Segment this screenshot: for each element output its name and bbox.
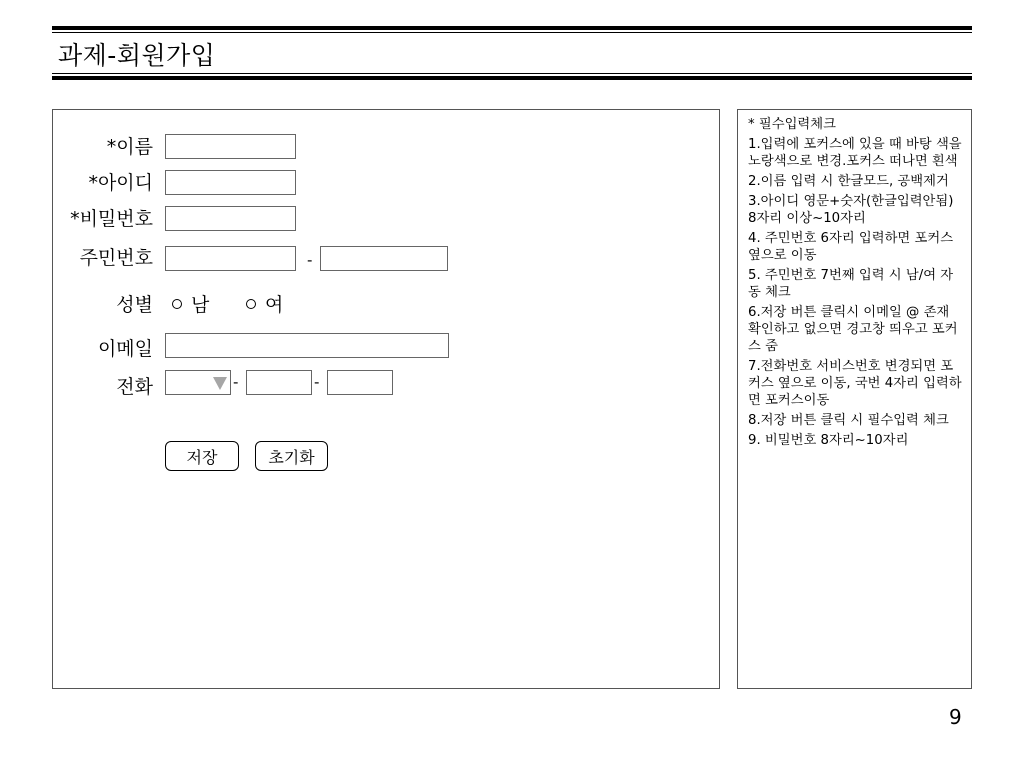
name-label: *이름 [106, 136, 153, 158]
phone-last-input[interactable] [327, 370, 393, 395]
ssn-front-input[interactable] [165, 246, 296, 271]
note-item: 3.아이디 영문+숫자(한글입력안됨) 8자리 이상~10자리 [748, 194, 954, 226]
email-label: 이메일 [97, 338, 153, 360]
header-rule-top-thin [52, 32, 972, 33]
radio-circle-icon [172, 299, 182, 309]
phone-middle-input[interactable] [246, 370, 312, 395]
note-item: 9. 비밀번호 8자리~10자리 [748, 433, 909, 448]
note-item: * 필수입력체크 [748, 117, 836, 132]
note-item: 6.저장 버튼 클릭시 이메일 @ 존재 확인하고 없으면 경고창 띄우고 포커스 줌 [748, 305, 958, 354]
gender-female-radio[interactable] [246, 290, 283, 317]
gender-label: 성별 [116, 294, 153, 316]
ssn-label: 주민번호 [79, 247, 153, 269]
header-rule-bottom-thin [52, 73, 972, 74]
email-input[interactable] [165, 333, 449, 358]
note-item: 8.저장 버튼 클릭 시 필수입력 체크 [748, 413, 949, 428]
save-button[interactable]: 저장 [165, 441, 239, 471]
gender-female-label: 여 [265, 294, 284, 316]
signup-form-panel [52, 109, 720, 689]
phone-separator-2: - [314, 373, 320, 391]
note-item: 7.전화번호 서비스번호 변경되면 포커스 옆으로 이동, 국번 4자리 입력하면 포커스이동 [748, 359, 962, 408]
dropdown-arrow-icon [213, 377, 227, 390]
id-label: *아이디 [88, 172, 153, 194]
phone-separator-1: - [233, 373, 239, 391]
note-item: 1.입력에 포커스에 있을 때 바탕 색을 노랑색으로 변경.포커스 떠나면 흰색 [748, 137, 962, 169]
note-item: 4. 주민번호 6자리 입력하면 포커스 옆으로 이동 [748, 231, 954, 263]
reset-button[interactable]: 초기화 [255, 441, 328, 471]
name-input[interactable] [165, 134, 296, 159]
header-rule-top-thick [52, 26, 972, 30]
gender-male-label: 남 [191, 294, 210, 316]
page-number: 9 [949, 705, 962, 729]
radio-circle-icon [246, 299, 256, 309]
note-item: 2.이름 입력 시 한글모드, 공백제거 [748, 174, 949, 189]
id-input[interactable] [165, 170, 296, 195]
ssn-separator: - [307, 251, 313, 269]
password-label: *비밀번호 [70, 208, 153, 230]
phone-prefix-select[interactable] [165, 370, 231, 395]
note-item: 5. 주민번호 7번째 입력 시 남/여 자동 체크 [748, 268, 954, 300]
requirements-notes-panel [737, 109, 972, 689]
password-input[interactable] [165, 206, 296, 231]
slide-title: 과제-회원가입 [58, 41, 216, 70]
ssn-back-input[interactable] [320, 246, 448, 271]
gender-male-radio[interactable] [172, 290, 209, 317]
header-rule-bottom-thick [52, 76, 972, 80]
phone-label: 전화 [116, 376, 153, 398]
